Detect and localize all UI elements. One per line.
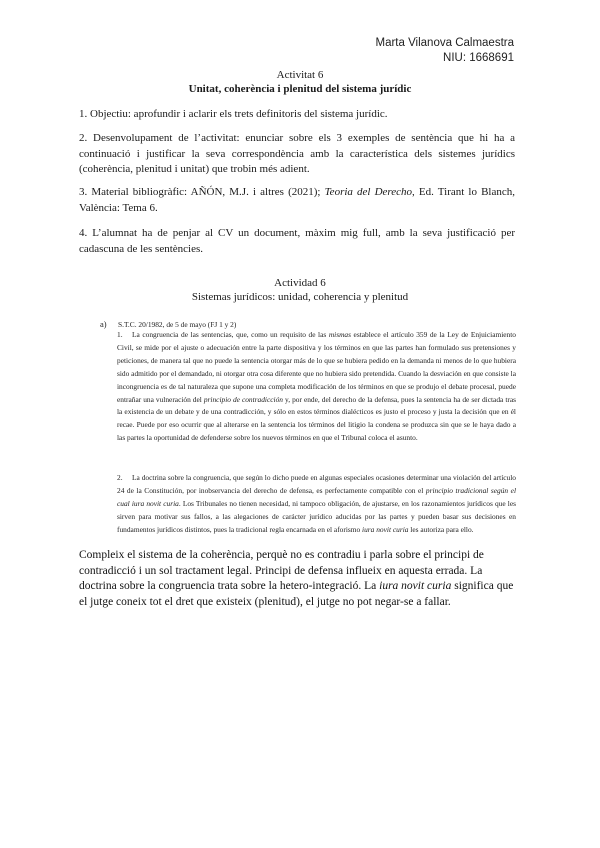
student-niu: NIU: 1668691 [443, 52, 514, 64]
justification-text-b: iura novit curia [379, 580, 452, 592]
point-1-text-a: La congruencia de las sentencias, que, como un requisito de las [132, 330, 329, 339]
bibliography-book: Teoria del Derecho [324, 186, 413, 198]
bibliography-prefix: 3. Material bibliogràfic: AÑÓN, M.J. i altres (2021); [79, 186, 325, 198]
sentence-label: a) [100, 319, 107, 329]
author-name: Marta Vilanova Calmaestra [375, 37, 514, 49]
activity-subtitle-es: Sistemas jurídicos: unidad, coherencia y plenitud [191, 291, 409, 303]
sentence-reference: S.T.C. 20/1982, de 5 de mayo (FJ 1 y 2) [118, 320, 237, 329]
justification-text-a: Compleix el sistema de la coherència, perquè no es contradiu i parla sobre el principi de contradicció i un sol tractament legal. Principi de defensa influeix en aquesta errada. La doctrina sobre la congruencia trata sobre la hetero-integració. La [79, 549, 484, 592]
objective-paragraph: 1. Objectiu: aprofundir i aclarir els trets definitoris del sistema jurídic. [79, 108, 388, 120]
point-1-text-d: principio de contradicción [203, 394, 283, 404]
justification-text-c: significa que el jutge coneix tot el dret que existeix (plenitud), el jutge no pot negar-se a fallar. [79, 580, 514, 608]
development-paragraph: 2. Desenvolupament de l’activitat: enunciar sobre els 3 exemples de sentència que hi ha a continuació i justificar la seva correspondència amb la característica dels sistemes jurídics (coherència, plenitud i unitat) que trobin més adient. [79, 132, 515, 175]
activity-subtitle-ca: Unitat, coherència i plenitud del sistema jurídic [188, 83, 412, 95]
point-number: 2. [117, 473, 123, 482]
bibliography-paragraph [79, 185, 515, 216]
point-2-text-a: La doctrina sobre la congruencia, que según lo dicho puede en algunas especiales ocasiones determinar una violación del artículo 24 de la Constitución, por inobservancia del derecho de defensa, es perfectamente compatible con el [117, 473, 516, 495]
sentence-point-1 [117, 329, 516, 445]
point-1-text-c: establece el artículo 359 de la Ley de Enjuiciamiento Civil, se mide por el ajuste o adecuación entre la parte dispositiva y los términos en que las partes han formulado sus pretensiones y peticiones, de manera tal que no puede la sentencia otorgar más de lo que se hubiera pedido en la demanda ni menos de lo que hubiera sido admitido por el demandado, ni otorgar otra cosa diferente que no hubiera sido pretendida. Cuando la desviación en que consiste la incongruencia es de tal naturaleza que supone una completa modificación de los términos en que se produjo el debate procesal, puede entrañar una vulneración del [117, 330, 516, 404]
point-2-text-e: les autoriza para ello. [408, 524, 474, 534]
bibliography-suffix: , Ed. Tirant lo Blanch, València: Tema 6. [79, 186, 515, 214]
point-2-text-c: . Los Tribunales no tienen necesidad, ni tampoco obligación, de ajustarse, en los razonamientos jurídicos que les sirven para motivar sus fallos, a las alegaciones de carácter jurídico aducidas por las partes y pueden basar sus decisiones en fundamentos jurídicos distintos, pues la tradicional regla encarnada en el aforismo [117, 498, 516, 534]
point-2-text-d: iura novit curia [362, 524, 409, 534]
point-2-text-b: principio tradicional según el cual iura novit curia [117, 485, 516, 508]
activity-title-ca: Activitat 6 [276, 69, 324, 81]
point-1-text-e: y, por ende, del derecho de la defensa, pues la sentencia ha de ser dictada tras la existencia de un debate y de una contradicción, y sólo en estos términos dialécticos es justo el proceso y justa la decisión que en él recae. Puede por eso ocurrir que al alterarse en la sentencia los términos del litigio la condena se produzca sin que se le haya dado a las partes la oportunidad de defenderse sobre los nuevos términos en que el Tribunal coloca el asunto. [117, 394, 516, 443]
sentence-point-2 [117, 472, 516, 537]
activity-title-es: Actividad 6 [274, 277, 326, 289]
instructions-paragraph: 4. L’alumnat ha de penjar al CV un document, màxim mig full, amb la seva justificació per cadascuna de les sentències. [79, 227, 515, 255]
point-number: 1. [117, 330, 123, 339]
point-1-text-b: mismas [328, 330, 351, 339]
student-justification [79, 548, 519, 610]
